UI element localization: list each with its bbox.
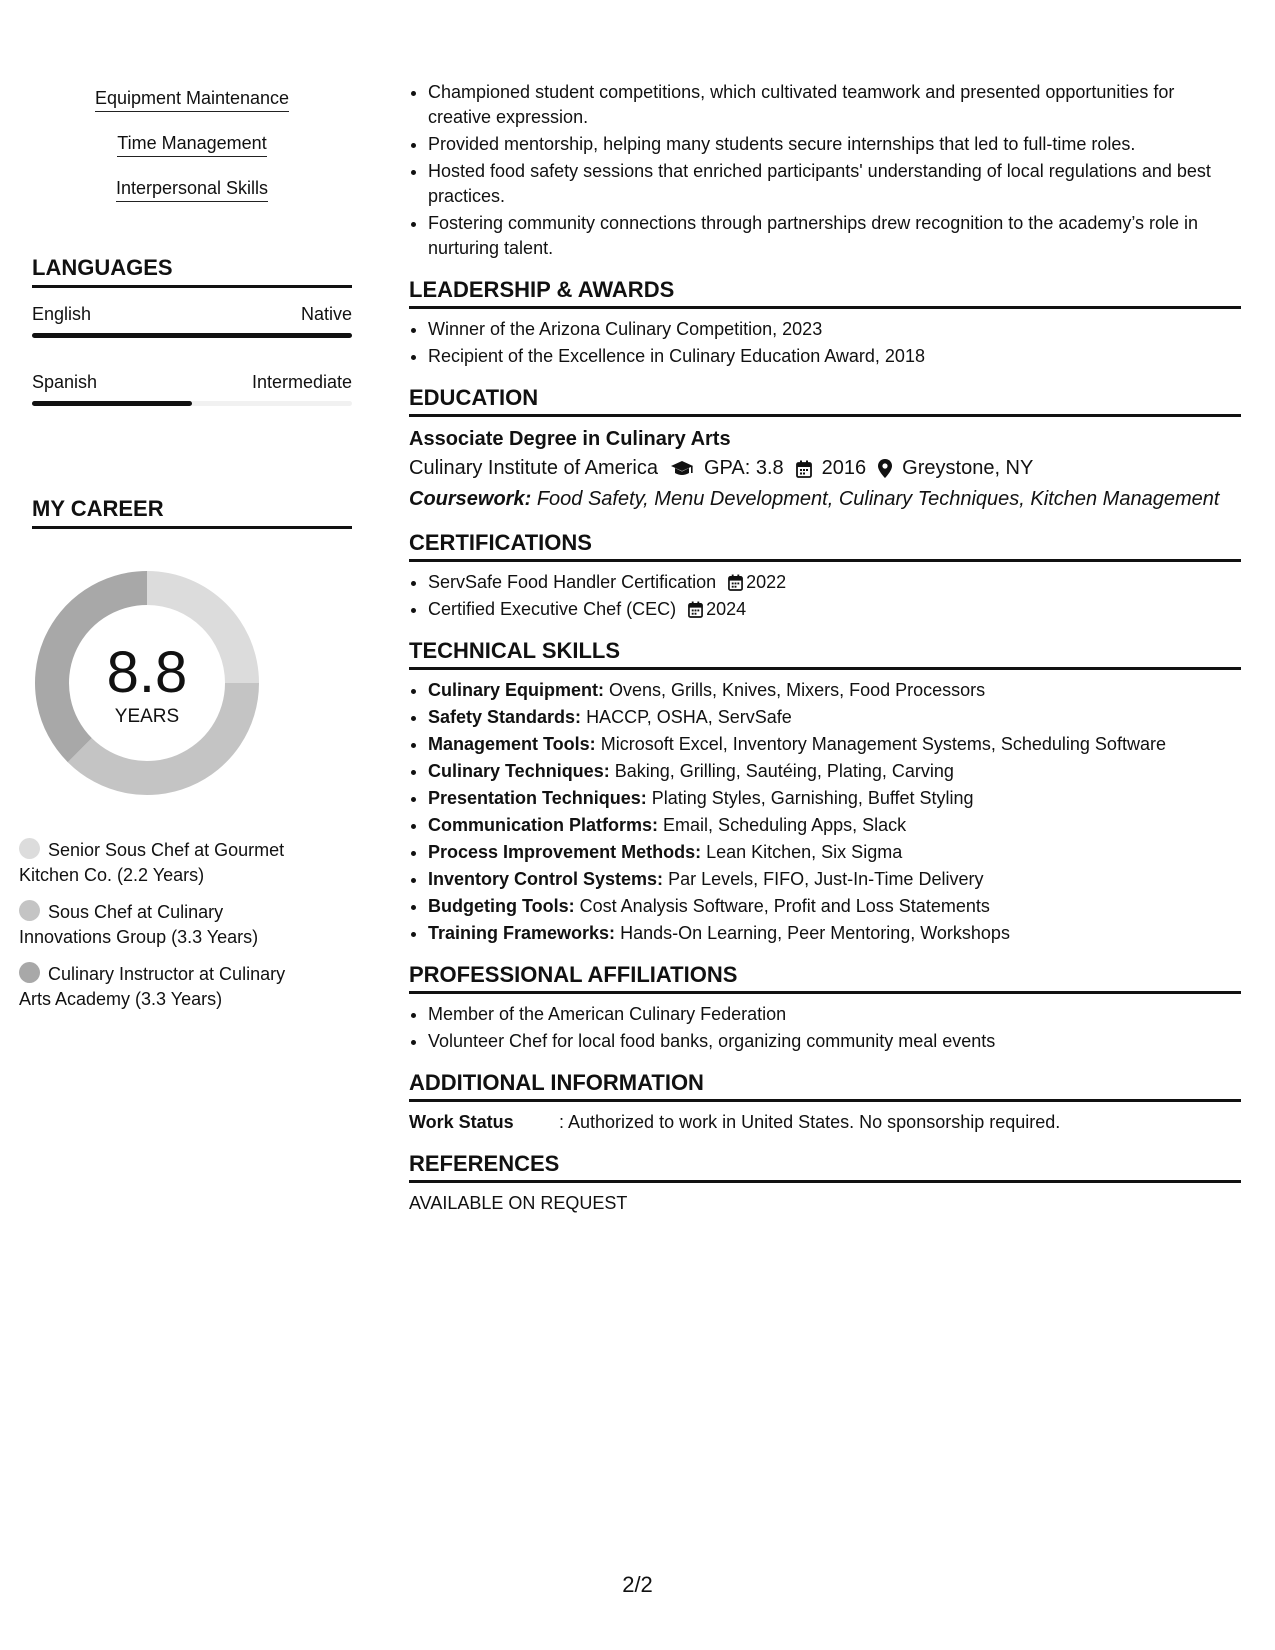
- skill-label: Equipment Maintenance: [95, 86, 289, 112]
- certification-name: • Certified Executive Chef (CEC): [428, 599, 677, 619]
- calendar-icon: [728, 574, 743, 591]
- certification-name: • ServSafe Food Handler Certification: [428, 572, 717, 592]
- career-legend-item: [19, 900, 309, 950]
- coursework-value: Food Safety, Menu Development, Culinary Techniques, Kitchen Management: [536, 488, 1220, 510]
- language-bar: [32, 401, 352, 406]
- technical-skill-item: [428, 813, 1241, 838]
- legend-dot-icon: [19, 838, 40, 859]
- experience-bullet: • Fostering community connections through partnerships drew recognition to the academy’s role in nurturing talent.: [428, 211, 1241, 261]
- technical-skill-item: [428, 678, 1241, 703]
- donut-center: [34, 570, 260, 796]
- certification-year: 2024: [706, 599, 747, 619]
- leadership-section: [409, 277, 1241, 369]
- leadership-item: • Winner of the Arizona Culinary Competition, 2023: [428, 317, 1241, 342]
- technical-skill-label: Inventory Control Systems:: [428, 869, 664, 889]
- technical-skills-heading: TECHNICAL SKILLS: [409, 638, 1241, 670]
- education-location: Greystone, NY: [902, 457, 1034, 479]
- language-level: Native: [300, 304, 352, 324]
- technical-skill-item: [428, 786, 1241, 811]
- experience-bullet: • Hosted food safety sessions that enriched participants' understanding of local regulations and best practices.: [428, 159, 1241, 209]
- certifications-section: [409, 530, 1241, 622]
- calendar-icon: [796, 460, 812, 478]
- technical-skill-item: [428, 840, 1241, 865]
- career-section: [32, 496, 352, 529]
- references-text: AVAILABLE ON REQUEST: [409, 1193, 628, 1213]
- additional-info-heading: ADDITIONAL INFORMATION: [409, 1070, 1241, 1102]
- skill-label: Interpersonal Skills: [116, 176, 268, 202]
- technical-skill-label: Safety Standards:: [428, 707, 582, 727]
- technical-skill-label: Culinary Techniques:: [428, 761, 610, 781]
- education-details: [409, 453, 1241, 484]
- language-name: English: [32, 304, 92, 324]
- affiliations-section: [409, 962, 1241, 1054]
- affiliation-item: • Volunteer Chef for local food banks, organizing community meal events: [428, 1029, 1241, 1054]
- career-total-unit: YEARS: [114, 706, 180, 727]
- career-legend-label: Culinary Instructor at Culinary Arts Academy (3.3 Years): [19, 964, 286, 1009]
- certifications-list: [409, 570, 1241, 622]
- languages-heading: LANGUAGES: [32, 255, 352, 288]
- references-heading: REFERENCES: [409, 1151, 1241, 1183]
- technical-skills-list: [409, 678, 1241, 946]
- affiliations-heading: PROFESSIONAL AFFILIATIONS: [409, 962, 1241, 994]
- education-coursework: [409, 484, 1241, 514]
- legend-dot-icon: [19, 962, 40, 983]
- leadership-heading: LEADERSHIP & AWARDS: [409, 277, 1241, 309]
- experience-bullets: [409, 80, 1241, 261]
- technical-skill-value: Cost Analysis Software, Profit and Loss Statements: [579, 896, 990, 916]
- education-year: 2016: [821, 457, 867, 479]
- technical-skill-label: Culinary Equipment:: [428, 680, 605, 700]
- technical-skill-label: Process Improvement Methods:: [428, 842, 702, 862]
- work-status-value: : Authorized to work in United States. No sponsorship required.: [559, 1112, 1061, 1132]
- language-bar-fill: [32, 401, 192, 406]
- calendar-icon: [688, 601, 703, 618]
- language-row: [32, 372, 352, 393]
- education-heading: EDUCATION: [409, 385, 1241, 417]
- page-number: 2/2: [622, 1572, 653, 1597]
- technical-skill-item: [428, 705, 1241, 730]
- skills-list: [32, 86, 352, 221]
- career-donut-chart: [34, 570, 260, 796]
- certification-item: [428, 570, 1241, 595]
- location-pin-icon: [878, 459, 892, 478]
- legend-dot-icon: [19, 900, 40, 921]
- technical-skill-item: [428, 867, 1241, 892]
- education-school: Culinary Institute of America: [409, 457, 658, 479]
- references-section: [409, 1151, 1241, 1216]
- skill-item: [32, 131, 352, 176]
- certifications-heading: CERTIFICATIONS: [409, 530, 1241, 562]
- experience-bullet: • Provided mentorship, helping many students secure internships that led to full-time roles.: [428, 132, 1241, 157]
- languages-section: [32, 255, 352, 406]
- career-legend-label: Senior Sous Chef at Gourmet Kitchen Co. (2.2 Years): [19, 840, 285, 885]
- education-gpa: GPA: 3.8: [704, 457, 784, 479]
- technical-skill-value: Hands-On Learning, Peer Mentoring, Workshops: [620, 923, 1010, 943]
- technical-skill-label: Training Frameworks:: [428, 923, 616, 943]
- leadership-list: [409, 317, 1241, 369]
- additional-info-section: [409, 1070, 1241, 1135]
- technical-skill-value: Par Levels, FIFO, Just-In-Time Delivery: [668, 869, 984, 889]
- technical-skill-value: Email, Scheduling Apps, Slack: [663, 815, 907, 835]
- language-name: Spanish: [32, 372, 98, 392]
- technical-skill-item: [428, 732, 1241, 757]
- career-legend-item: [19, 838, 309, 888]
- technical-skill-value: Ovens, Grills, Knives, Mixers, Food Processors: [609, 680, 986, 700]
- affiliation-item: • Member of the American Culinary Federation: [428, 1002, 1241, 1027]
- technical-skill-label: Communication Platforms:: [428, 815, 659, 835]
- career-heading: MY CAREER: [32, 496, 352, 529]
- language-bar-fill: [32, 333, 352, 338]
- skill-item: [32, 86, 352, 131]
- technical-skill-label: Management Tools:: [428, 734, 596, 754]
- language-row: [32, 304, 352, 325]
- affiliations-list: [409, 1002, 1241, 1054]
- technical-skill-value: Plating Styles, Garnishing, Buffet Styling: [651, 788, 974, 808]
- skill-label: Time Management: [117, 131, 266, 157]
- work-status-label: Work Status: [409, 1112, 514, 1132]
- education-section: [409, 385, 1241, 514]
- career-legend-label: Sous Chef at Culinary Innovations Group (3.3 Years): [19, 902, 259, 947]
- certification-item: [428, 597, 1241, 622]
- technical-skill-label: Presentation Techniques:: [428, 788, 647, 808]
- right-column: [409, 80, 1241, 1216]
- work-status-row: [409, 1110, 1241, 1135]
- career-total-value: 8.8: [106, 640, 188, 705]
- career-legend: [19, 838, 309, 1024]
- technical-skill-item: [428, 759, 1241, 784]
- leadership-item: • Recipient of the Excellence in Culinary Education Award, 2018: [428, 344, 1241, 369]
- technical-skill-label: Budgeting Tools:: [428, 896, 575, 916]
- technical-skill-value: HACCP, OSHA, ServSafe: [586, 707, 792, 727]
- technical-skill-value: Baking, Grilling, Sautéing, Plating, Carving: [614, 761, 954, 781]
- technical-skill-value: Lean Kitchen, Six Sigma: [706, 842, 903, 862]
- technical-skill-value: Microsoft Excel, Inventory Management Systems, Scheduling Software: [600, 734, 1166, 754]
- career-legend-item: [19, 962, 309, 1012]
- education-degree: Associate Degree in Culinary Arts: [409, 428, 731, 450]
- language-level: Intermediate: [251, 372, 352, 392]
- skill-item: [32, 176, 352, 221]
- graduation-cap-icon: [670, 460, 694, 478]
- certification-year: 2022: [746, 572, 787, 592]
- experience-bullet: • Championed student competitions, which cultivated teamwork and presented opportunities for creative expression.: [428, 80, 1241, 130]
- technical-skills-section: [409, 638, 1241, 946]
- coursework-label: Coursework:: [409, 488, 532, 510]
- technical-skill-item: [428, 921, 1241, 946]
- language-bar: [32, 333, 352, 338]
- technical-skill-item: [428, 894, 1241, 919]
